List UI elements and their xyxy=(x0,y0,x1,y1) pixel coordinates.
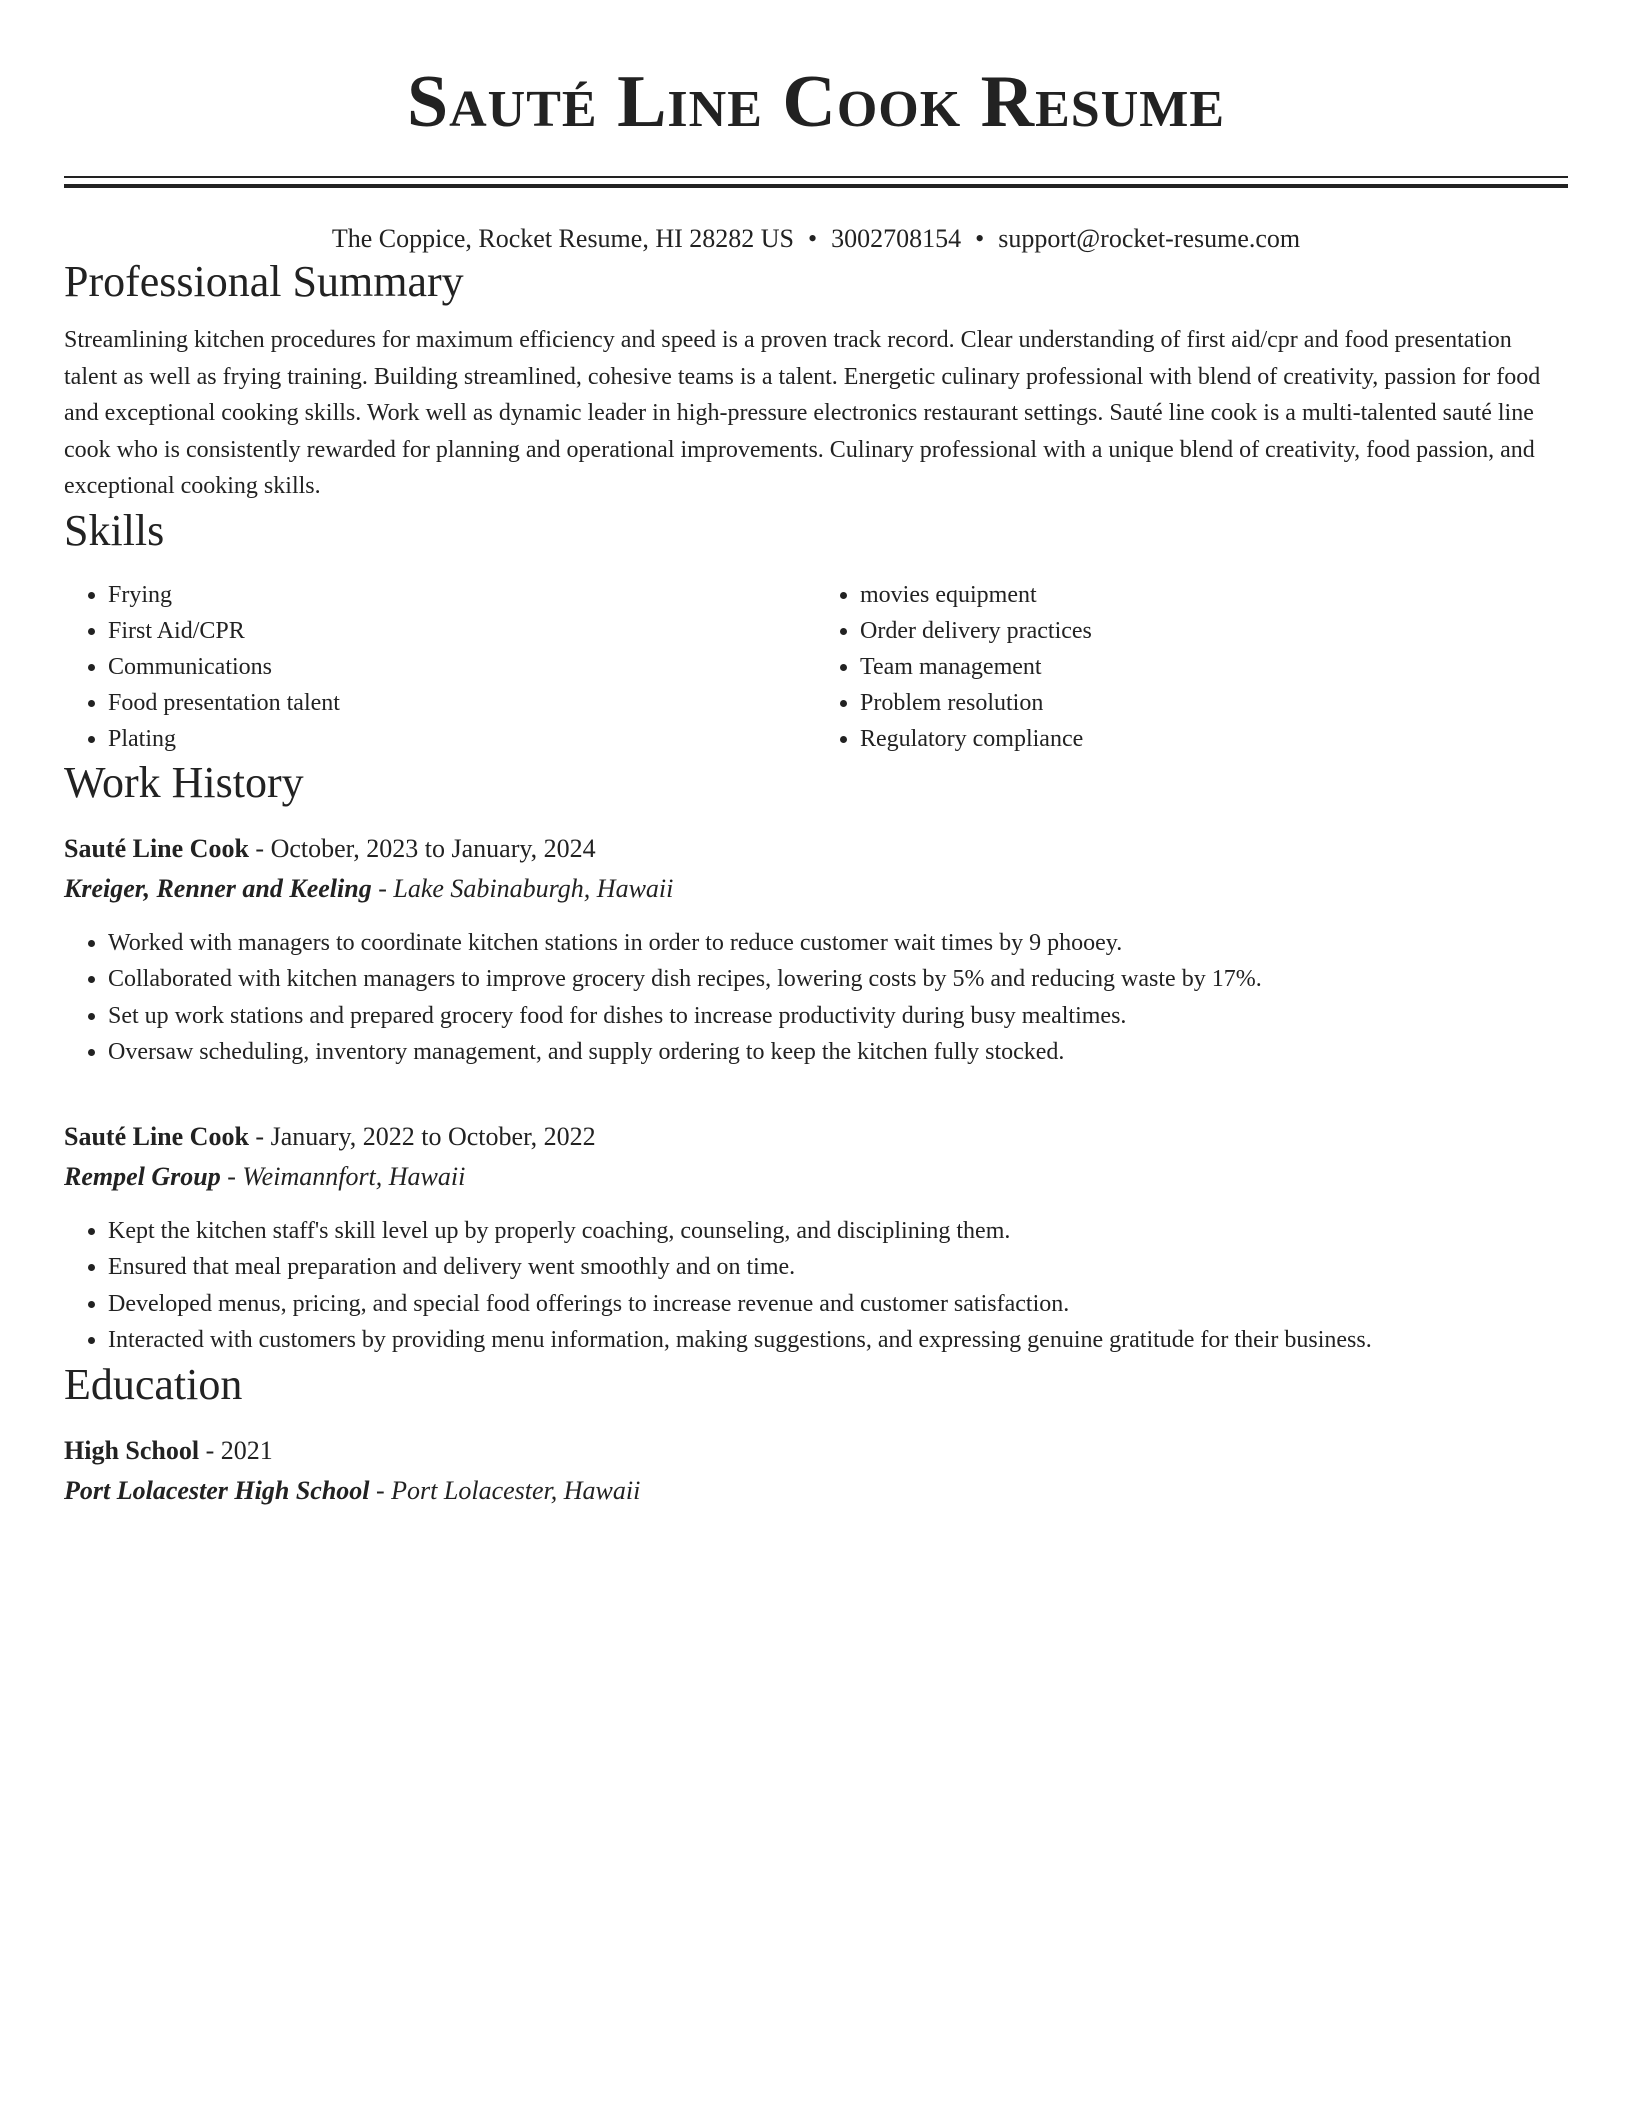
skill-item: • Frying xyxy=(108,577,816,613)
job-entry xyxy=(64,1119,1568,1359)
title-divider-thin xyxy=(64,176,1568,178)
work-history-heading: Work History xyxy=(64,757,304,807)
job-employer-line xyxy=(64,871,1568,907)
job-bullets xyxy=(64,1213,1568,1359)
job-dash: - xyxy=(248,833,271,863)
job-bullet: • Worked with managers to coordinate kitchen stations in order to reduce customer wait times by 9 phooey. xyxy=(108,925,1568,962)
skill-item: • Regulatory compliance xyxy=(860,721,1568,757)
education-entry xyxy=(64,1433,1568,1509)
education-degree-line xyxy=(64,1433,1568,1469)
skill-item: • Order delivery practices xyxy=(860,613,1568,649)
skills-column-right xyxy=(816,577,1568,757)
job-bullet: • Interacted with customers by providing menu information, making suggestions, and expressing genuine gratitude for their business. xyxy=(108,1322,1568,1359)
education-location: Port Lolacester, Hawaii xyxy=(391,1475,641,1505)
job-dash: - xyxy=(371,873,394,903)
job-dash: - xyxy=(220,1161,243,1191)
contact-separator: • xyxy=(808,224,818,253)
summary-text: Streamlining kitchen procedures for maximum efficiency and speed is a proven track record. Clear understanding of first aid/cpr and food presentation talent as well as frying training. Building streamlined, cohesive teams is a talent. Energetic culinary professional with blend of creativity, passion for food and exceptional cooking skills. Work well as dynamic leader in high-pressure electronics restaurant settings. Sauté line cook is a multi-talented sauté line cook who is consistently rewarded for planning and operational improvements. Culinary professional with a unique blend of creativity, food passion, and exceptional cooking skills. xyxy=(64,327,1541,499)
skill-item: • Plating xyxy=(108,721,816,757)
job-location: Lake Sabinaburgh, Hawaii xyxy=(393,873,674,903)
education-school: Port Lolacester High School xyxy=(64,1475,370,1505)
work-history-section xyxy=(64,757,1568,1359)
contact-address: The Coppice, Rocket Resume, HI 28282 US xyxy=(331,224,794,253)
job-title: Sauté Line Cook xyxy=(64,833,249,863)
education-heading: Education xyxy=(64,1359,243,1409)
education-school-line xyxy=(64,1473,1568,1509)
skill-item: • First Aid/CPR xyxy=(108,613,816,649)
job-bullets xyxy=(64,925,1568,1071)
skills-section xyxy=(64,505,1568,757)
resume-title: Sauté Line Cook Resume xyxy=(406,61,1226,143)
education-year: 2021 xyxy=(220,1435,273,1465)
skill-item: • Food presentation talent xyxy=(108,685,816,721)
summary-heading: Professional Summary xyxy=(64,257,464,306)
title-divider-thick xyxy=(64,184,1568,188)
contact-separator: • xyxy=(975,224,985,253)
skill-item: • movies equipment xyxy=(860,577,1568,613)
skill-item: • Problem resolution xyxy=(860,685,1568,721)
job-dates: October, 2023 to January, 2024 xyxy=(270,833,596,863)
summary-section xyxy=(64,256,1568,505)
education-degree: High School xyxy=(64,1435,200,1465)
job-dates: January, 2022 to October, 2022 xyxy=(270,1121,596,1151)
education-section xyxy=(64,1359,1568,1509)
job-entry xyxy=(64,831,1568,1071)
education-dash: - xyxy=(369,1475,392,1505)
contact-email: support@rocket-resume.com xyxy=(998,224,1301,253)
job-bullet: • Developed menus, pricing, and special food offerings to increase revenue and customer satisfaction. xyxy=(108,1286,1568,1323)
job-bullet: • Ensured that meal preparation and delivery went smoothly and on time. xyxy=(108,1249,1568,1286)
job-dash: - xyxy=(248,1121,271,1151)
job-employer: Rempel Group xyxy=(64,1161,221,1191)
skill-item: • Communications xyxy=(108,649,816,685)
job-location: Weimannfort, Hawaii xyxy=(242,1161,466,1191)
job-bullet: • Collaborated with kitchen managers to improve grocery dish recipes, lowering costs by 5% and reducing waste by 17%. xyxy=(108,961,1568,998)
skill-item: • Team management xyxy=(860,649,1568,685)
job-employer: Kreiger, Renner and Keeling xyxy=(64,873,372,903)
job-title: Sauté Line Cook xyxy=(64,1121,249,1151)
skills-grid xyxy=(64,577,1568,757)
contact-phone: 3002708154 xyxy=(831,224,962,253)
job-employer-line xyxy=(64,1159,1568,1195)
job-title-line xyxy=(64,831,1568,867)
job-title-line xyxy=(64,1119,1568,1155)
skills-column-left xyxy=(64,577,816,757)
education-dash: - xyxy=(199,1435,221,1465)
job-bullet: • Set up work stations and prepared grocery food for dishes to increase productivity during busy mealtimes. xyxy=(108,998,1568,1035)
job-bullet: • Kept the kitchen staff's skill level up by properly coaching, counseling, and disciplining them. xyxy=(108,1213,1568,1250)
contact-line xyxy=(64,222,1568,256)
skills-heading: Skills xyxy=(64,505,165,555)
job-bullet: • Oversaw scheduling, inventory management, and supply ordering to keep the kitchen fully stocked. xyxy=(108,1034,1568,1071)
